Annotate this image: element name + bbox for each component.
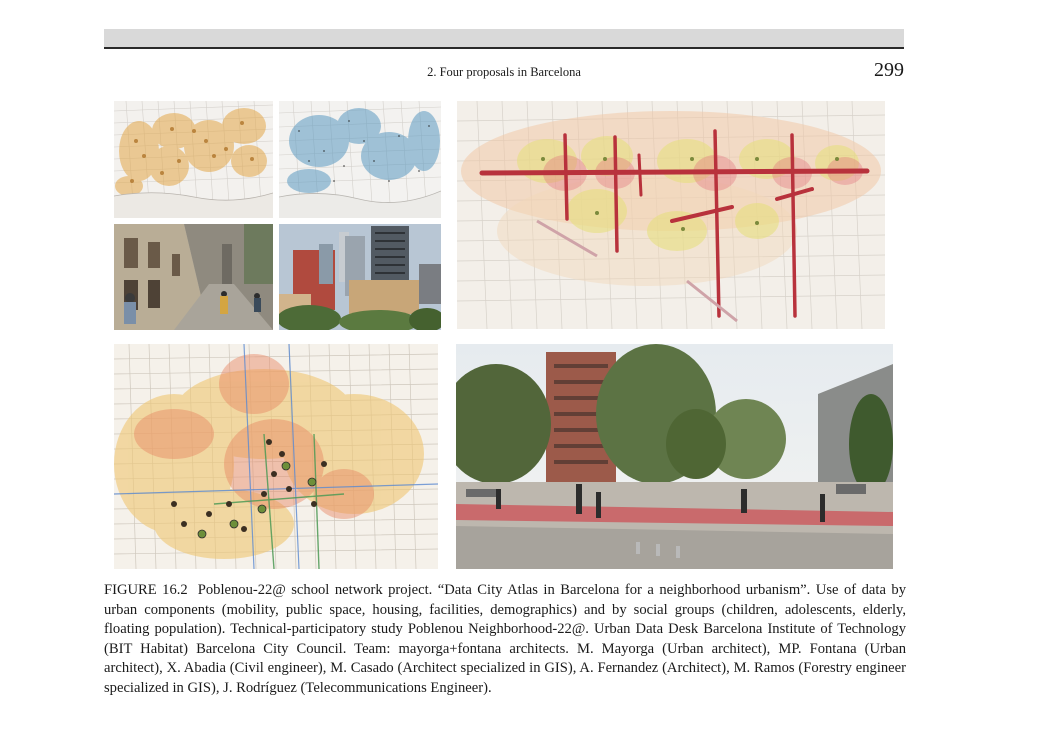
- urban-axes-map-image: [457, 101, 885, 329]
- page-header-rule: [104, 29, 904, 49]
- page-number: 299: [874, 59, 904, 81]
- figure-caption: [104, 581, 906, 699]
- heat-map-orange-image: [114, 101, 273, 218]
- running-head: [104, 59, 904, 84]
- heat-map-blue-image: [279, 101, 441, 218]
- chapter-title: 2. Four proposals in Barcelona: [427, 65, 581, 79]
- street-render-image: [456, 344, 893, 569]
- street-photo: [114, 224, 273, 330]
- school-network-map-image: [114, 344, 438, 569]
- figure-label: FIGURE 16.2: [104, 582, 188, 598]
- buildings-photo: [279, 224, 441, 330]
- figure-caption-text: Poblenou-22@ school network project. “Data City Atlas in Barcelona for a neighborhood urbanism”. Use of data by urban components (mobility, public space, housing, facilities, demographics) and by social groups (children, adolescents, elderly, floating population). Technical-participatory study Poblenou Neighborhood-22@. Urban Data Desk Barcelona Institute of Technology (BIT Habitat) Barcelona City Council. Team: mayorga+fontana architects. M. Mayorga (Urban architect), MP. Fontana (Urban architect), X. Abadia (Civil engineer), M. Casado (Architect specialized in GIS), A. Fernandez (Architect), M. Ramos (Forestry engineer specialized in GIS), J. Rodríguez (Telecommunications Engineer).: [104, 582, 906, 696]
